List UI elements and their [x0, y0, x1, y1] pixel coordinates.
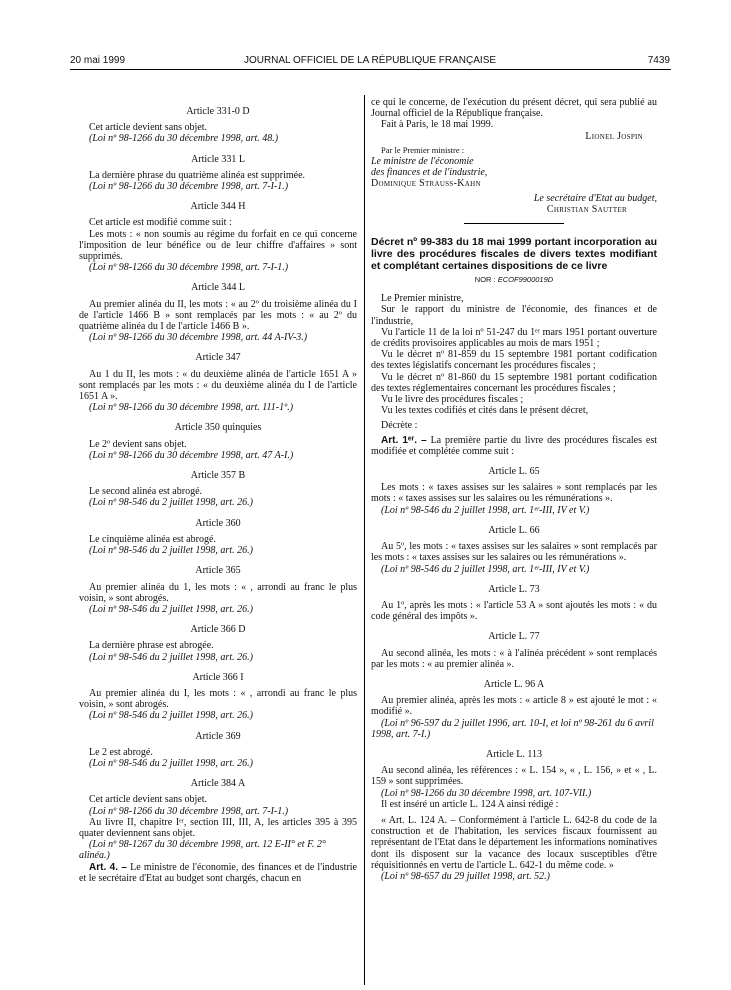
decree-visas — [371, 293, 657, 416]
article-heading: Article 331 L — [191, 153, 245, 165]
article-reference: (Loi nº 98-546 du 2 juillet 1998, art. 26.) — [89, 757, 253, 769]
article-heading: Article 350 quinquies — [174, 422, 262, 434]
left-article-list — [79, 106, 357, 817]
nor-label: NOR : — [474, 275, 496, 285]
visa-paragraph: Vu le livre des procédures fiscales ; — [381, 394, 524, 406]
article-paragraph: Le 2º devient sans objet. — [89, 438, 187, 450]
article-paragraph: Au premier alinéa du I, les mots : « , arrondi au franc le plus voisin, » sont abrogés. — [79, 687, 357, 711]
article-reference: (Loi nº 98-546 du 2 juillet 1998, art. 26.) — [89, 603, 253, 615]
right-column — [371, 97, 657, 882]
article-heading: Article L. 65 — [488, 466, 540, 478]
article-heading: Article 347 — [195, 352, 241, 364]
article-reference: (Loi nº 98-546 du 2 juillet 1998, art. 26.) — [89, 497, 253, 509]
article-heading: Article 360 — [195, 517, 241, 529]
article-heading: Article 331-0 D — [186, 106, 250, 117]
article-reference: (Loi nº 98-546 du 2 juillet 1998, art. 26.) — [89, 545, 253, 557]
article-paragraph: Au premier alinéa du II, les mots : « au 2º du troisième alinéa du I de l'article 1466 B » sont remplacés par les mots : « au 2º du quatrième alinéa du I de l'article 1466 B ». — [79, 298, 357, 333]
visa-paragraph: Sur le rapport du ministre de l'économie, des finances et de l'industrie, — [371, 304, 657, 327]
article-paragraph: Le 2 est abrogé. — [89, 746, 153, 758]
article-reference: (Loi nº 98-546 du 2 juillet 1998, art. 1ᵉʳ-III, IV et V.) — [381, 504, 590, 516]
secretary-name: Christian Sautter — [546, 203, 627, 215]
visa-paragraph: Vu le décret nº 81-859 du 15 septembre 1981 portant codification des textes législatifs concernant les procédures fiscales ; — [371, 349, 657, 372]
article-paragraph: Au 1º, après les mots : « l'article 53 A » sont ajoutés les mots : « du code général des impôts ». — [371, 599, 657, 623]
header-page-number: 7439 — [647, 55, 670, 66]
article-heading: Article 344 L — [191, 282, 245, 294]
minister-title-2: des finances et de l'industrie, — [371, 167, 488, 179]
right-article-list — [371, 466, 657, 799]
section-separator — [464, 223, 564, 224]
article-paragraph: Cet article est modifié comme suit : — [89, 217, 232, 229]
article-reference: (Loi nº 98-1266 du 30 décembre 1998, art. 48.) — [89, 133, 279, 145]
left-tail-reference: (Loi nº 98-1267 du 30 décembre 1998, art. 12 E-II° et F. 2° alinéa.) — [79, 839, 326, 862]
insert-intro: Il est inséré un article L. 124 A ainsi rédigé : — [381, 798, 559, 810]
article-paragraph: Les mots : « taxes assises sur les salaires » sont remplacés par les mots : « taxes assises sur les salaires ou les rémunérations ». — [371, 482, 657, 505]
visa-paragraph: Le Premier ministre, — [381, 293, 464, 305]
article-heading: Article 357 B — [190, 470, 246, 482]
article-4 — [79, 862, 357, 884]
article-paragraph: La dernière phrase est abrogée. — [89, 640, 214, 652]
article-paragraph: Le cinquième alinéa est abrogé. — [89, 533, 216, 545]
header-rule — [70, 69, 671, 70]
article-heading: Article 366 I — [192, 671, 244, 683]
nor-code: ECOF9900019D — [497, 275, 554, 285]
header-date: 20 mai 1999 — [70, 55, 126, 66]
article-reference: (Loi nº 98-546 du 2 juillet 1998, art. 1ᵉʳ-III, IV et V.) — [381, 563, 590, 575]
article-reference: (Loi nº 98-1266 du 30 décembre 1998, art. 111-1º.) — [89, 402, 294, 414]
signatory-prime-minister: Lionel Jospin — [585, 130, 643, 142]
decrete: Décrète : — [381, 420, 418, 432]
visa-paragraph: Vu le décret nº 81-860 du 15 septembre 1981 portant codification des textes réglementaires concernant les procédures fiscales ; — [371, 371, 657, 394]
decree-title: Décret nº 99-383 du 18 mai 1999 portant incorporation au livre des procédures fiscales de divers textes modifiant et complétant certaines dispositions de ce livre — [371, 236, 657, 273]
article-heading: Article 369 — [195, 730, 241, 742]
article-reference: (Loi nº 98-1266 du 30 décembre 1998, art. 7-I-1.) — [89, 181, 289, 193]
article-heading: Article 344 H — [190, 201, 246, 213]
minister-title-1: Le ministre de l'économie — [371, 156, 474, 168]
article-reference: (Loi nº 98-1266 du 30 décembre 1998, art. 7-I-1.) — [89, 262, 289, 274]
visa-paragraph: Vu l'article 11 de la loi nº 51-247 du 1ᵉʳ mars 1951 portant ouverture de crédits provisoires applicables au mois de mars 1951 ; — [371, 326, 657, 350]
article-paragraph: Au 1 du II, les mots : « du deuxième alinéa de l'article 1651 A » sont remplacés par les mots : « du deuxième alinéa du I de l'article 1651 A ». — [79, 368, 357, 403]
article-paragraph: Cet article devient sans objet. — [89, 794, 208, 806]
article-paragraph: Au premier alinéa, après les mots : « article 8 » est ajouté le mot : « modifié ». — [371, 695, 657, 718]
article-heading: Article 365 — [195, 565, 241, 577]
visa-paragraph: Vu les textes codifiés et cités dans le présent décret, — [381, 405, 589, 417]
insert-reference: (Loi nº 98-657 du 29 juillet 1998, art. 52.) — [381, 870, 550, 882]
article-reference: (Loi nº 96-597 du 2 juillet 1996, art. 10-I, et loi nº 98-261 du 6 avril 1998, art. 7-I.) — [371, 717, 654, 740]
article-heading: Article L. 73 — [488, 583, 540, 595]
article-heading: Article L. 113 — [485, 748, 542, 760]
article-1-label: Art. 1ᵉʳ. – — [381, 434, 427, 446]
article-paragraph: Au second alinéa, les mots : « à l'alinéa précédent » sont remplacés par les mots : « au premier alinéa ». — [371, 647, 657, 670]
article-paragraph: Cet article devient sans objet. — [89, 122, 208, 134]
article-reference: (Loi nº 98-546 du 2 juillet 1998, art. 26.) — [89, 651, 253, 663]
article-reference: (Loi nº 98-1266 du 30 décembre 1998, art. 47 A-I.) — [89, 449, 294, 461]
signature-by: Par le Premier ministre : — [381, 144, 465, 155]
minister-name: Dominique Strauss-Kahn — [371, 178, 481, 190]
left-column — [79, 97, 357, 884]
continuation-paragraph: ce qui le concerne, de l'exécution du présent décret, qui sera publié au Journal officiel de la République française. — [371, 97, 657, 120]
left-tail-paragraph: Au livre II, chapitre Iᵉʳ, section III, III, A, les articles 395 à 395 quater deviennent sans objet. — [79, 816, 357, 839]
secretary-title: Le secrétaire d'Etat au budget, — [533, 192, 657, 204]
article-heading: Article 384 A — [190, 778, 246, 790]
article-4-text: Le ministre de l'économie, des finances et de l'industrie et le secrétaire d'Etat au budget sont chargés, chacun en — [79, 861, 357, 884]
article-reference: (Loi nº 98-1266 du 30 décembre 1998, art. 107-VII.) — [381, 787, 592, 799]
article-paragraph: Au 5º, les mots : « taxes assises sur les salaires » sont remplacés par les mots : « taxes assises sur les salaires ou les rémunérations ». — [371, 541, 657, 564]
article-heading: Article 366 D — [190, 624, 246, 636]
nor-reference — [371, 274, 657, 285]
insert-text: « Art. L. 124 A. – Conformément à l'article L. 642-8 du code de la construction et de l'habitation, les services fiscaux fournissent au représentant de l'Etat dans le département les informations nominatives dont ils disposent sur la vacance des locaux susceptibles d'être réquisitionnés en vertu de l'article L. 642-1 du même code. » — [371, 814, 657, 871]
column-divider — [364, 95, 365, 985]
article-1 — [371, 435, 657, 457]
done-at: Fait à Paris, le 18 mai 1999. — [381, 119, 494, 131]
article-paragraph: Le second alinéa est abrogé. — [89, 486, 203, 498]
page-header — [70, 55, 670, 69]
article-1-text: La première partie du livre des procédures fiscales est modifiée et complétée comme suit : — [371, 434, 657, 457]
article-paragraph: Au premier alinéa du 1, les mots : « , arrondi au franc le plus voisin, » sont abrogés. — [79, 581, 357, 604]
article-paragraph: La dernière phrase du quatrième alinéa est supprimée. — [89, 169, 306, 181]
article-4-label: Art. 4. – — [89, 861, 127, 873]
article-paragraph: Les mots : « non soumis au régime du forfait en ce qui concerne l'imposition de leur bénéfice ou de leur chiffre d'affaires » sont supprimés. — [79, 228, 357, 263]
article-paragraph: Au second alinéa, les références : « L. 154 », « , L. 156, » et « , L. 159 » sont supprimées. — [371, 765, 657, 788]
article-reference: (Loi nº 98-1266 du 30 décembre 1998, art. 44 A-IV-3.) — [89, 332, 308, 344]
article-heading: Article L. 66 — [488, 524, 540, 536]
article-reference: (Loi nº 98-1266 du 30 décembre 1998, art. 7-I-1.) — [89, 805, 289, 817]
article-reference: (Loi nº 98-546 du 2 juillet 1998, art. 26.) — [89, 710, 253, 722]
header-title: JOURNAL OFFICIEL DE LA RÉPUBLIQUE FRANÇAISE — [243, 55, 497, 66]
article-heading: Article L. 96 A — [483, 678, 545, 690]
article-heading: Article L. 77 — [488, 631, 540, 643]
